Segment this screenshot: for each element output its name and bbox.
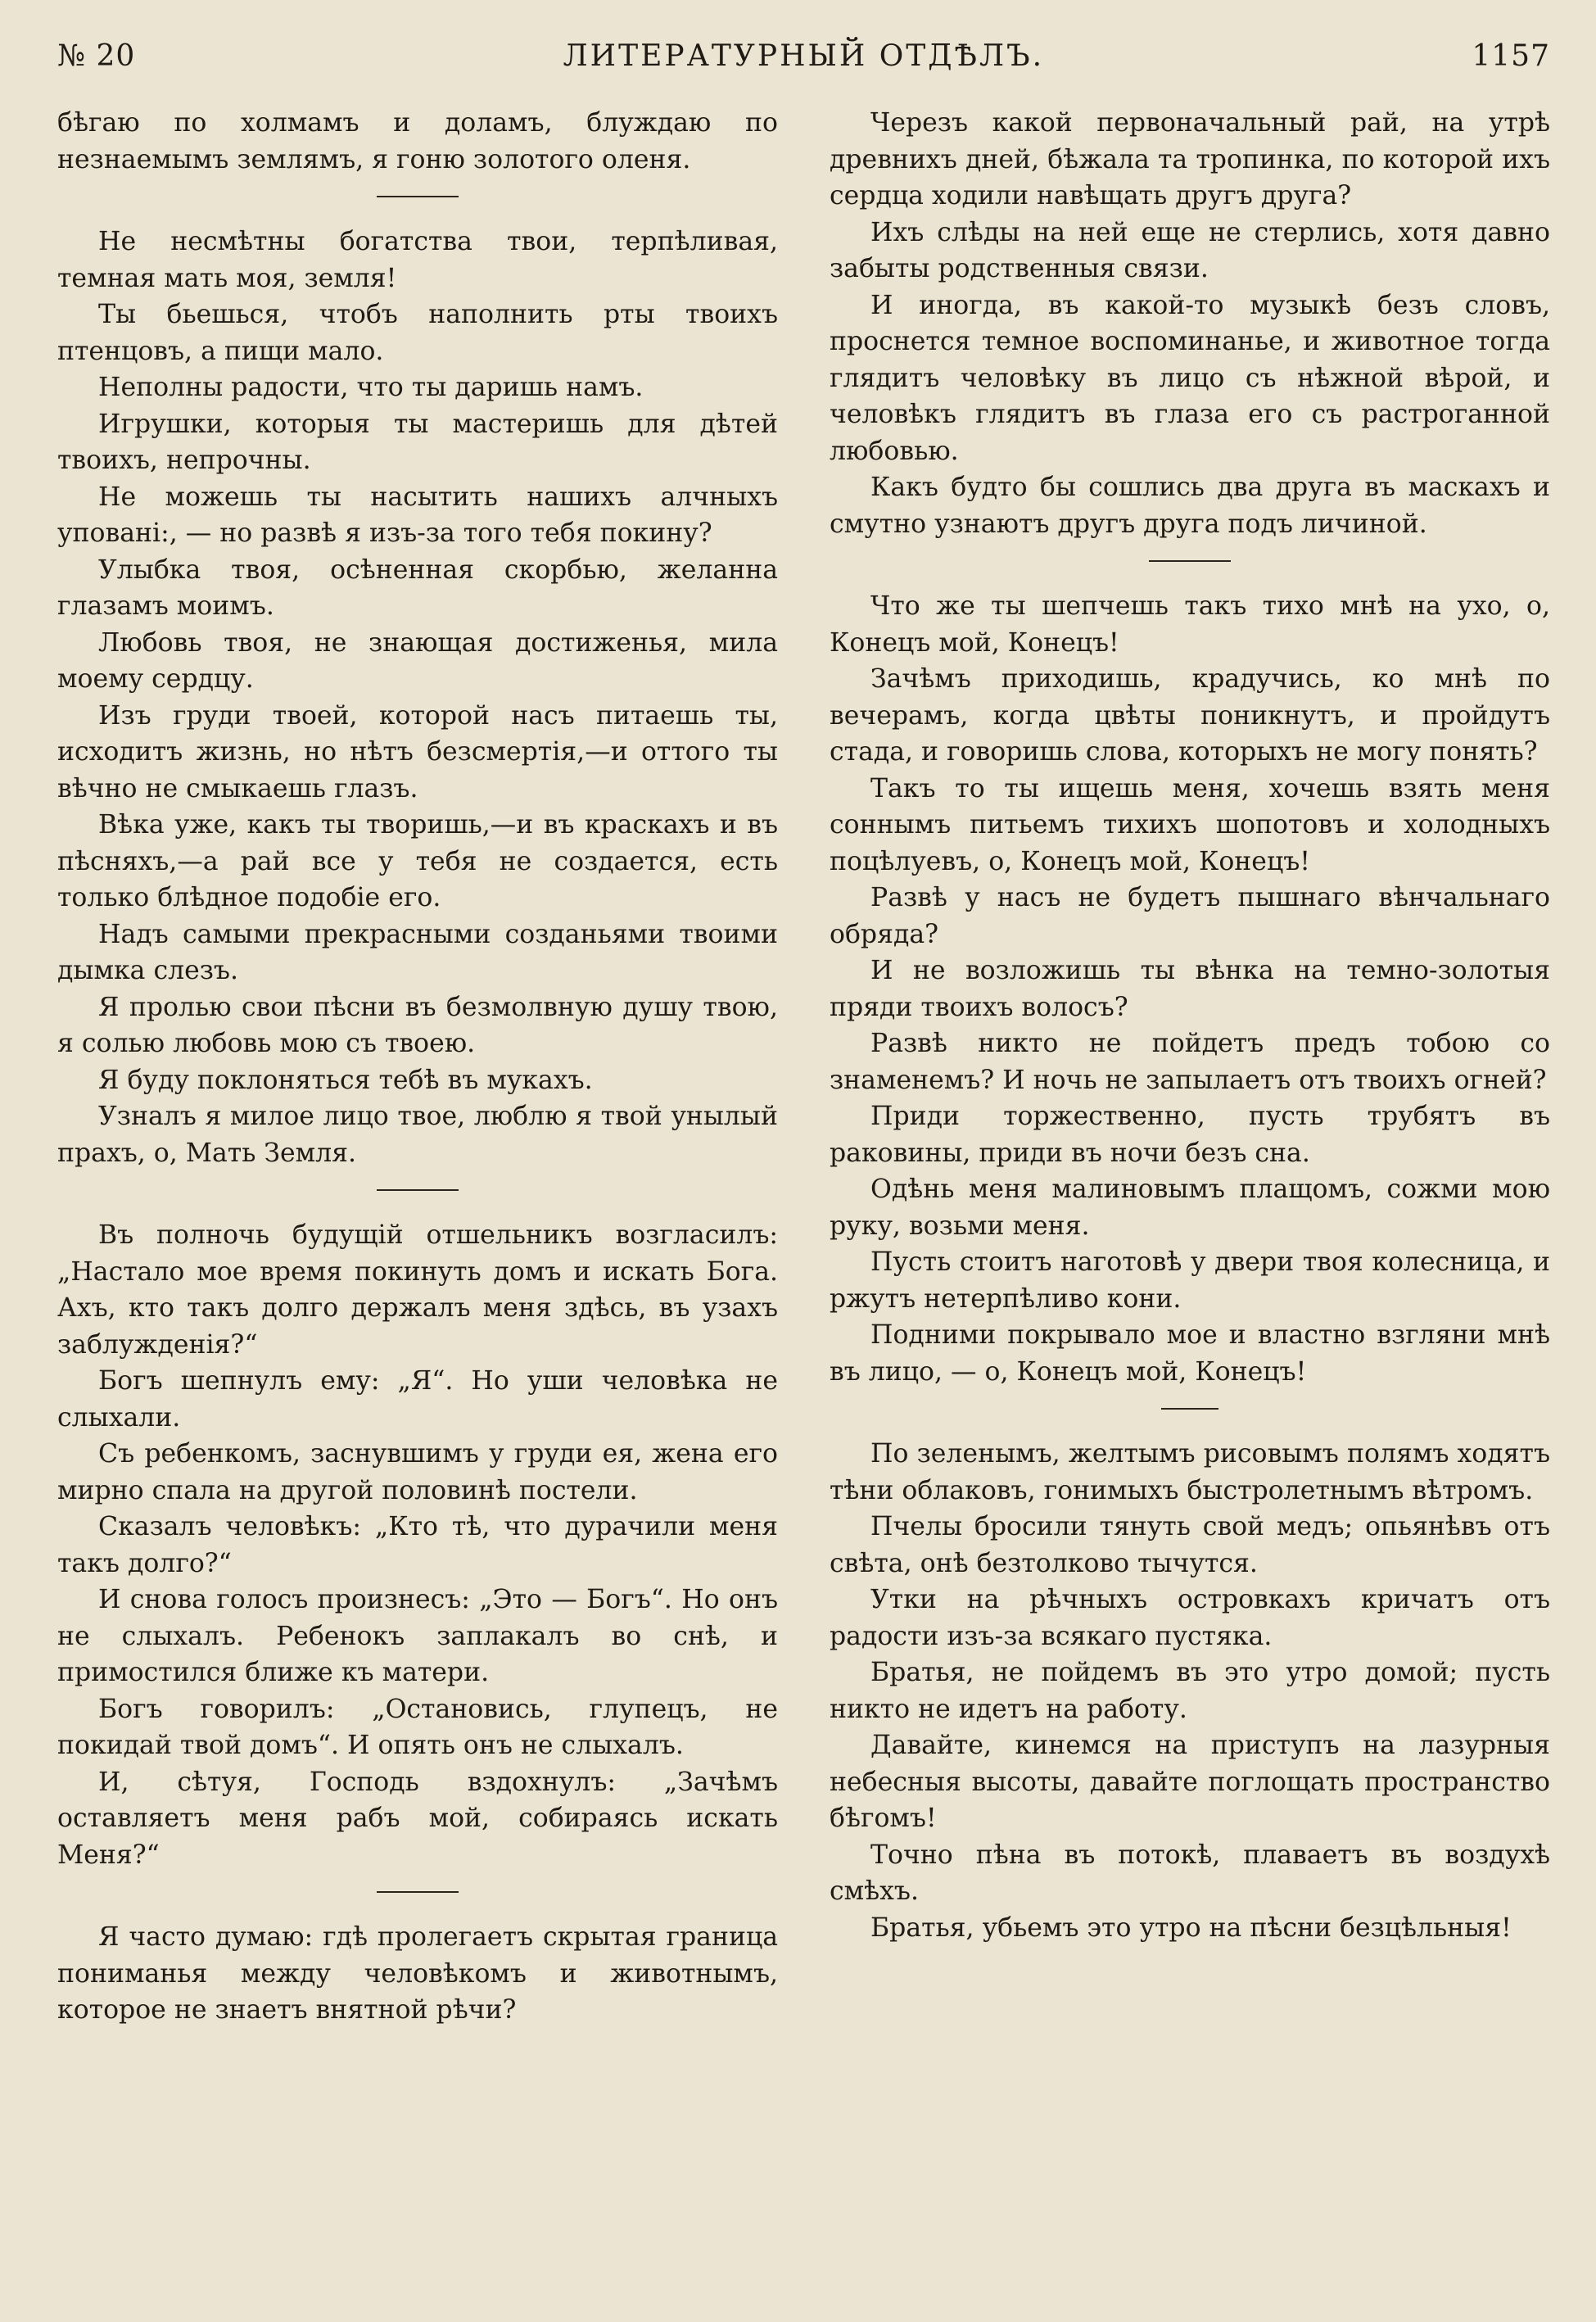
paragraph: Любовь твоя, не знающая достиженья, мила моему сердцу. bbox=[57, 627, 778, 694]
paragraph: Сказалъ человѣкъ: „Кто тѣ, что дурачили меня такъ долго?“ bbox=[57, 1512, 778, 1578]
paragraph: Не можешь ты насытить нашихъ алчныхъ упованi:, — но развѣ я изъ-за того тебя покину? bbox=[57, 482, 778, 548]
paragraph: Узналъ я милое лицо твое, люблю я твой унылый прахъ, о, Мать Земля. bbox=[57, 1102, 778, 1168]
paragraph: Пусть стоитъ наготовѣ у двери твоя колесница, и ржутъ нетерпѣливо кони. bbox=[830, 1247, 1550, 1314]
paragraph: И не возложишь ты вѣнка на темно-золотыя пряди твоихъ волосъ? bbox=[830, 956, 1550, 1022]
paragraph: Улыбка твоя, осѣненная скорбью, желанна глазамъ моимъ. bbox=[57, 554, 778, 621]
paragraph: И, сѣтуя, Господь вздохнулъ: „Зачѣмъ оставляетъ меня рабъ мой, собираясь искать Меня?“ bbox=[57, 1767, 778, 1870]
paragraph: Не несмѣтны богатства твои, терпѣливая, темная мать моя, земля! bbox=[57, 227, 778, 293]
section-divider bbox=[377, 1189, 459, 1191]
paragraph: Развѣ у насъ не будетъ пышнаго вѣнчальнаго обряда? bbox=[830, 883, 1550, 949]
page-header bbox=[57, 39, 1550, 105]
paragraph: Богъ шепнулъ ему: „Я“. Но уши человѣка не слыхали. bbox=[57, 1366, 778, 1433]
paragraph: Такъ то ты ищешь меня, хочешь взять меня соннымъ питьемъ тихихъ шопотовъ и холодныхъ поцѣлуевъ, о, Конецъ мой, Конецъ! bbox=[830, 773, 1550, 876]
paragraph: Надъ самыми прекрасными созданьями твоими дымка слезъ. bbox=[57, 919, 778, 985]
paragraph: Вѣка уже, какъ ты творишь,—и въ краскахъ и въ пѣсняхъ,—а рай все у тебя не создается, есть только блѣдное подобіе его. bbox=[57, 810, 778, 912]
left-column bbox=[57, 105, 778, 2029]
paragraph: Точно пѣна въ потокѣ, плаваетъ въ воздухѣ смѣхъ. bbox=[830, 1840, 1550, 1906]
section-title: ЛИТЕРАТУРНЫЙ ОТДѢЛЪ. bbox=[563, 39, 1045, 73]
paragraph: Богъ говорилъ: „Остановись, глупецъ, не покидай твой домъ“. И опять онъ не слыхалъ. bbox=[57, 1694, 778, 1760]
paragraph: Братья, не пойдемъ въ это утро домой; пусть никто не идетъ на работу. bbox=[830, 1658, 1550, 1724]
paragraph: Съ ребенкомъ, заснувшимъ у груди ея, жена его мирно спала на другой половинѣ постели. bbox=[57, 1439, 778, 1505]
paragraph: Черезъ какой первоначальный рай, на утрѣ древнихъ дней, бѣжала та тропинка, по которой ихъ сердца ходили навѣщать другъ друга? bbox=[830, 108, 1550, 210]
paragraph: И иногда, въ какой-то музыкѣ безъ словъ, проснется темное воспоминанье, и животное тогда глядитъ человѣку въ лицо съ нѣжной вѣрой, и человѣкъ глядитъ въ глаза его съ растроганной любовью. bbox=[830, 290, 1550, 466]
paragraph: Я буду поклоняться тебѣ въ мукахъ. bbox=[98, 1065, 593, 1095]
paragraph: Что же ты шепчешь такъ тихо мнѣ на ухо, о, Конецъ мой, Конецъ! bbox=[830, 591, 1550, 658]
paragraph: Подними покрывало мое и властно взгляни мнѣ въ лицо, — о, Конецъ мой, Конецъ! bbox=[830, 1320, 1550, 1387]
paragraph: Изъ груди твоей, которой насъ питаешь ты, исходитъ жизнь, но нѣтъ безсмертія,—и оттого ты вѣчно не смыкаешь глазъ. bbox=[57, 700, 778, 803]
paragraph: Я пролью свои пѣсни въ безмолвную душу твою, я солью любовь мою съ твоею. bbox=[57, 992, 778, 1058]
paragraph: По зеленымъ, желтымъ рисовымъ полямъ ходятъ тѣни облаковъ, гонимыхъ быстролетнымъ вѣтромъ. bbox=[830, 1439, 1550, 1505]
paragraph: Неполны радости, что ты даришь намъ. bbox=[98, 373, 644, 402]
paragraph: Ихъ слѣды на ней еще не стерлись, хотя давно забыты родственныя связи. bbox=[830, 217, 1550, 283]
paragraph: Зачѣмъ приходишь, крадучись, ко мнѣ по вечерамъ, когда цвѣты поникнутъ, и пройдутъ стада, и говоришь слова, которыхъ не могу понять? bbox=[830, 664, 1550, 767]
paragraph: бѣгаю по холмамъ и доламъ, блуждаю по незнаемымъ землямъ, я гоню золотого оленя. bbox=[57, 108, 778, 174]
paragraph: Ты бьешься, чтобъ наполнить рты твоихъ птенцовъ, а пищи мало. bbox=[57, 300, 778, 366]
section-divider bbox=[1161, 1408, 1218, 1410]
paragraph: Одѣнь меня малиновымъ плащомъ, сожми мою руку, возьми меня. bbox=[830, 1175, 1550, 1241]
paragraph: Приди торжественно, пусть трубятъ въ раковины, приди въ ночи безъ сна. bbox=[830, 1102, 1550, 1168]
paragraph: И снова голосъ произнесъ: „Это — Богъ“. Но онъ не слыхалъ. Ребенокъ заплакалъ во снѣ, и примостился ближе къ матери. bbox=[57, 1585, 778, 1687]
paragraph: Какъ будто бы сошлись два друга въ маскахъ и смутно узнаютъ другъ друга подъ личиной. bbox=[830, 473, 1550, 539]
paragraph: Игрушки, которыя ты мастеришь для дѣтей твоихъ, непрочны. bbox=[57, 409, 778, 475]
page-number: 1157 bbox=[1472, 39, 1550, 73]
issue-number: № 20 bbox=[57, 39, 136, 73]
right-column bbox=[830, 105, 1550, 2029]
text-columns bbox=[57, 105, 1550, 2029]
paragraph: Я часто думаю: гдѣ пролегаетъ скрытая граница пониманья между человѣкомъ и животнымъ, которое не знаетъ внятной рѣчи? bbox=[57, 1922, 778, 2025]
paragraph: Пчелы бросили тянуть свой медъ; опьянѣвъ отъ свѣта, онѣ безтолково тычутся. bbox=[830, 1512, 1550, 1578]
paragraph: Утки на рѣчныхъ островкахъ кричатъ отъ радости изъ-за всякаго пустяка. bbox=[830, 1585, 1550, 1651]
paragraph: Въ полночь будущій отшельникъ возгласилъ: „Настало мое время покинуть домъ и искать Бога. Ахъ, кто такъ долго держалъ меня здѣсь, въ узахъ заблужденія?“ bbox=[57, 1220, 778, 1360]
paragraph: Развѣ никто не пойдетъ предъ тобою со знаменемъ? И ночь не запылаетъ отъ твоихъ огней? bbox=[830, 1029, 1550, 1095]
paragraph: Давайте, кинемся на приступъ на лазурныя небесныя высоты, давайте поглощать пространство бѣгомъ! bbox=[830, 1731, 1550, 1833]
section-divider bbox=[377, 1891, 459, 1893]
section-divider bbox=[1149, 560, 1231, 562]
paragraph: Братья, убьемъ это утро на пѣсни безцѣльныя! bbox=[870, 1912, 1512, 1943]
section-divider bbox=[377, 196, 459, 197]
